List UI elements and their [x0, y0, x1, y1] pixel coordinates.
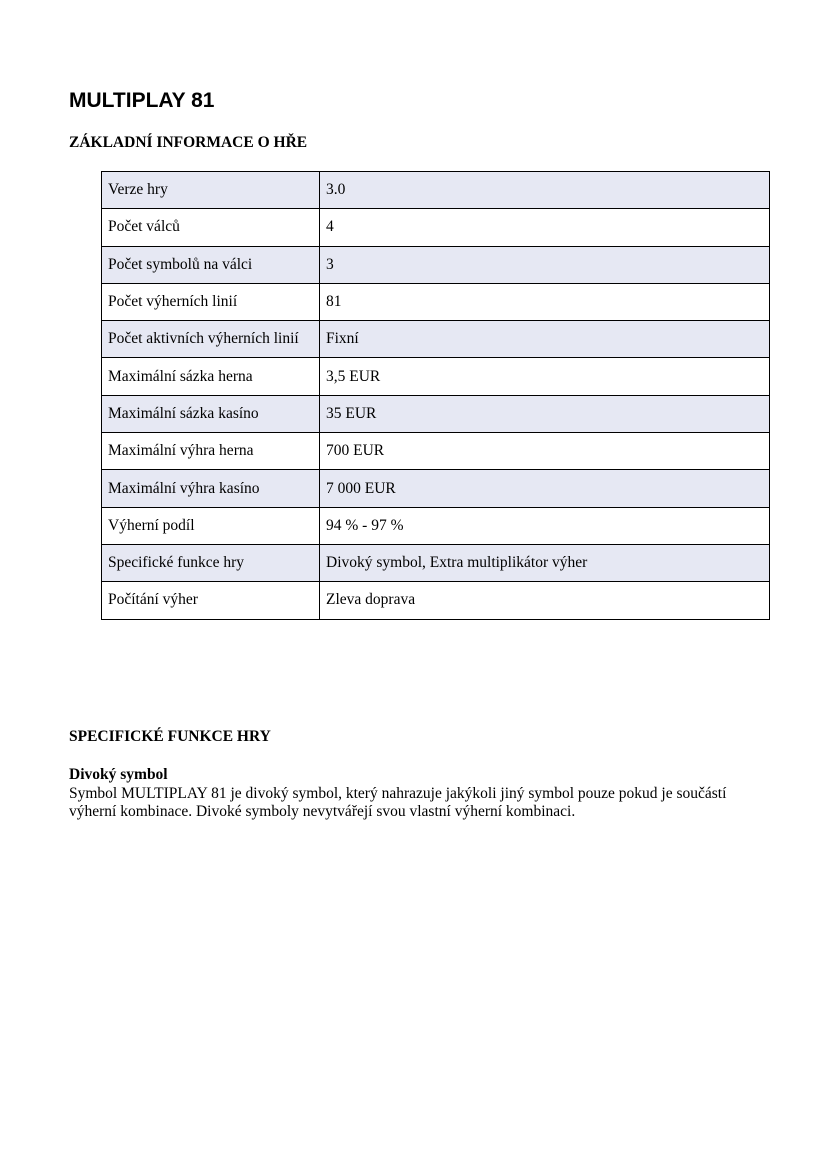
table-row — [102, 395, 770, 432]
wild-symbol-heading: Divoký symbol — [69, 766, 168, 783]
table-row — [102, 358, 770, 395]
game-info-table — [101, 171, 770, 620]
row-label: Specifické funkce hry — [102, 544, 320, 581]
row-value: Fixní — [320, 321, 770, 358]
row-value: 7 000 EUR — [320, 470, 770, 507]
row-value: 4 — [320, 209, 770, 246]
row-value: 3 — [320, 246, 770, 283]
wild-symbol-description: Symbol MULTIPLAY 81 je divoký symbol, který nahrazuje jakýkoli jiný symbol pouze pokud je součástí výherní kombinace. Divoké symboly nevytvářejí svou vlastní výherní kombinaci. — [69, 785, 727, 820]
row-label: Počet aktivních výherních linií — [102, 321, 320, 358]
row-label: Maximální sázka kasíno — [102, 395, 320, 432]
row-value: 81 — [320, 283, 770, 320]
table-row — [102, 433, 770, 470]
table-row — [102, 507, 770, 544]
table-row — [102, 283, 770, 320]
row-label: Počítání výher — [102, 582, 320, 619]
row-value: 3.0 — [320, 172, 770, 209]
row-label: Maximální sázka herna — [102, 358, 320, 395]
row-value: Divoký symbol, Extra multiplikátor výher — [320, 544, 770, 581]
basic-info-heading: ZÁKLADNÍ INFORMACE O HŘE — [69, 134, 308, 151]
row-label: Verze hry — [102, 172, 320, 209]
table-row — [102, 172, 770, 209]
row-value: 35 EUR — [320, 395, 770, 432]
row-label: Maximální výhra kasíno — [102, 470, 320, 507]
row-value: 700 EUR — [320, 433, 770, 470]
row-label: Počet výherních linií — [102, 283, 320, 320]
table-row — [102, 246, 770, 283]
features-heading: SPECIFICKÉ FUNKCE HRY — [69, 728, 271, 745]
table-row — [102, 582, 770, 619]
row-value: 3,5 EUR — [320, 358, 770, 395]
row-label: Maximální výhra herna — [102, 433, 320, 470]
table-row — [102, 470, 770, 507]
row-value: 94 % - 97 % — [320, 507, 770, 544]
table-row — [102, 209, 770, 246]
row-value: Zleva doprava — [320, 582, 770, 619]
row-label: Počet symbolů na válci — [102, 246, 320, 283]
table-row — [102, 544, 770, 581]
table-row — [102, 321, 770, 358]
page-title: MULTIPLAY 81 — [69, 89, 215, 112]
row-label: Výherní podíl — [102, 507, 320, 544]
row-label: Počet válců — [102, 209, 320, 246]
